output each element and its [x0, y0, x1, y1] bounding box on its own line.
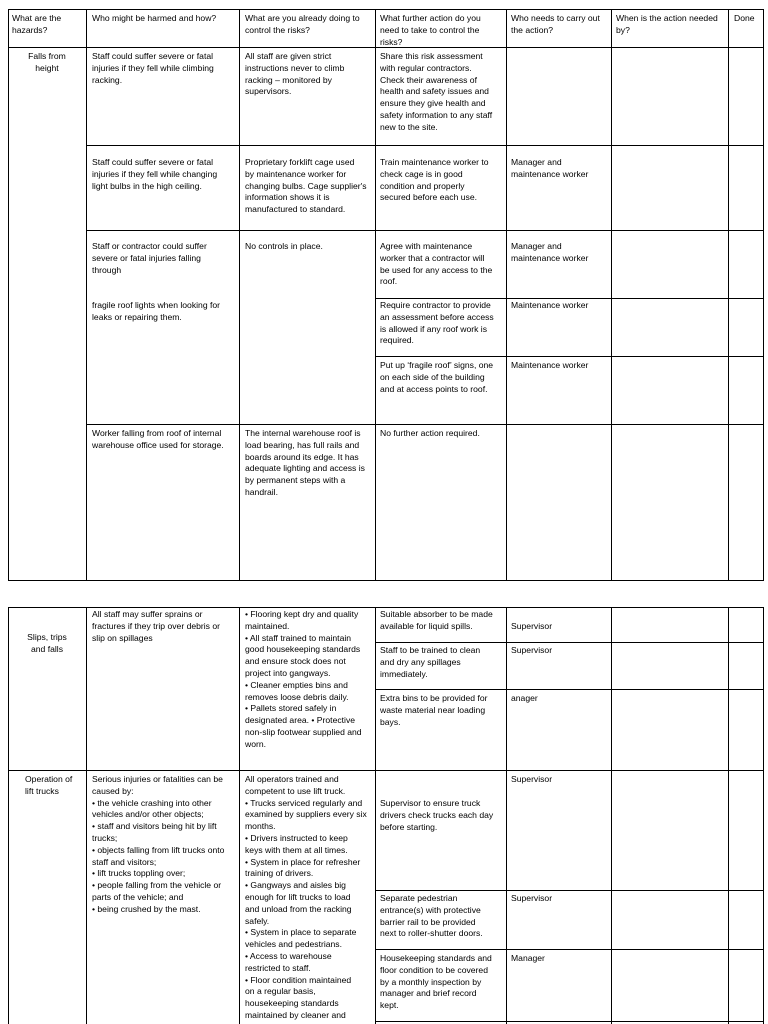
slips-already-doing: • Flooring kept dry and quality maintained. • All staff trained to maintain good housekeeping standards and ensure stock does not project into gangways. • Cleaner empties bins and removes loose debris daily. • Pallets stored safely in designated area. • Protective non-slip footwear supplied and worn. — [245, 609, 362, 749]
r3-who-harmed: Staff or contractor could suffer severe or fatal injuries falling through — [92, 241, 207, 275]
r1-further-action: Share this risk assessment with regular contractors. Check their awareness of health and safety issues and ensure they give health and safety information to any staff new to the site. — [380, 51, 493, 132]
slips-who-carry-out-b: Supervisor — [511, 645, 553, 655]
r3-who-carry-out-c: Maintenance worker — [511, 360, 589, 370]
r2-who-harmed: Staff could suffer severe or fatal injuries if they fell while changing light bulbs in the high ceiling. — [92, 157, 218, 191]
r2-further-action: Train maintenance worker to check cage is in good condition and properly secured before each use. — [380, 157, 489, 203]
lift-already-doing: All operators trained and competent to use lift truck. • Trucks serviced regularly and examined by suppliers every six months. • Drivers instructed to keep keys with them at all times. • System in place for refresher training of drivers. • Gangways and aisles big enough for lift trucks to load and unload from the racking safely. • System in place to separate vehicles and pedestrians. • Access to warehouse restricted to staff. • Floor condition maintained on a regular basis, housekeeping standards maintained by cleaner and — [245, 774, 367, 1020]
header-when-needed: When is the action needed by? — [616, 13, 718, 35]
hazard-operation-lift-trucks: Operation of lift trucks — [25, 774, 73, 796]
r4-who-harmed: Worker falling from roof of internal warehouse office used for storage. — [92, 428, 224, 450]
r2-already-doing: Proprietary forklift cage used by maintenance worker for changing bulbs. Cage supplier's information shows it is manufactured to standard. — [245, 157, 367, 215]
r3-who-harmed-cont: fragile roof lights when looking for leaks or repairing them. — [92, 300, 221, 322]
r3-who-carry-out-b: Maintenance worker — [511, 300, 589, 310]
header-who-harmed: Who might be harmed and how? — [92, 13, 217, 23]
header-who-carry-out: Who needs to carry out the action? — [511, 13, 600, 35]
lift-who-harmed: Serious injuries or fatalities can be caused by: • the vehicle crashing into other vehicles and/or other objects; • staff and visitors being hit by lift trucks; • objects falling from lift trucks onto staff and visitors; • lift trucks toppling over; • people falling from the vehicle or parts of the vehicle; and • being crushed by the mast. — [92, 774, 225, 914]
hazard-falls-from-height: Falls from height — [28, 51, 66, 73]
r3-already-doing: No controls in place. — [245, 241, 323, 251]
header-already-doing: What are you already doing to control the risks? — [245, 13, 360, 35]
r1-already-doing: All staff are given strict instructions never to climb racking – monitored by supervisors. — [245, 51, 345, 97]
slips-who-carry-out-a: Supervisor — [511, 621, 553, 631]
slips-further-action-c: Extra bins to be provided for waste material near loading bays. — [380, 693, 488, 727]
lift-further-action-a: Supervisor to ensure truck drivers check trucks each day before starting. — [380, 798, 494, 832]
slips-who-carry-out-c: anager — [511, 693, 538, 703]
hazard-slips-trips-falls: Slips, trips and falls — [27, 632, 67, 654]
lift-further-action-b: Separate pedestrian entrance(s) with protective barrier rail to be provided next to roller-shutter doors. — [380, 893, 483, 939]
lift-who-carry-out-top: Supervisor — [511, 774, 553, 784]
header-done: Done — [734, 13, 755, 23]
slips-further-action-a: Suitable absorber to be made available for liquid spills. — [380, 609, 493, 631]
header-further-action: What further action do you need to take to control the risks? — [380, 13, 481, 47]
r3-further-action-a: Agree with maintenance worker that a contractor will be used for any access to the roof. — [380, 241, 493, 287]
lift-further-action-c: Housekeeping standards and floor condition to be covered by a monthly inspection by manager and brief record kept. — [380, 953, 492, 1011]
r3-further-action-b: Require contractor to provide an assessment before access is allowed if any roof work is required. — [380, 300, 494, 346]
lift-who-carry-out-c: Manager — [511, 953, 545, 963]
slips-further-action-b: Staff to be trained to clean and dry any spillages immediately. — [380, 645, 481, 679]
lift-who-carry-out-b: Supervisor — [511, 893, 553, 903]
header-hazards: What are the hazards? — [12, 13, 62, 35]
r2-who-carry-out: Manager and maintenance worker — [511, 157, 589, 179]
r1-who-harmed: Staff could suffer severe or fatal injuries if they fell while climbing racking. — [92, 51, 214, 85]
r4-further-action: No further action required. — [380, 428, 480, 438]
r3-who-carry-out-a: Manager and maintenance worker — [511, 241, 589, 263]
r3-further-action-c: Put up ‘fragile roof’ signs, one on each side of the building and at access points to roof. — [380, 360, 494, 394]
r4-already-doing: The internal warehouse roof is load bearing, has full rails and boards around its edge. It has adequate lighting and access is by permanent steps with a handrail. — [245, 428, 365, 497]
slips-who-harmed: All staff may suffer sprains or fractures if they trip over debris or slip on spillages — [92, 609, 220, 643]
